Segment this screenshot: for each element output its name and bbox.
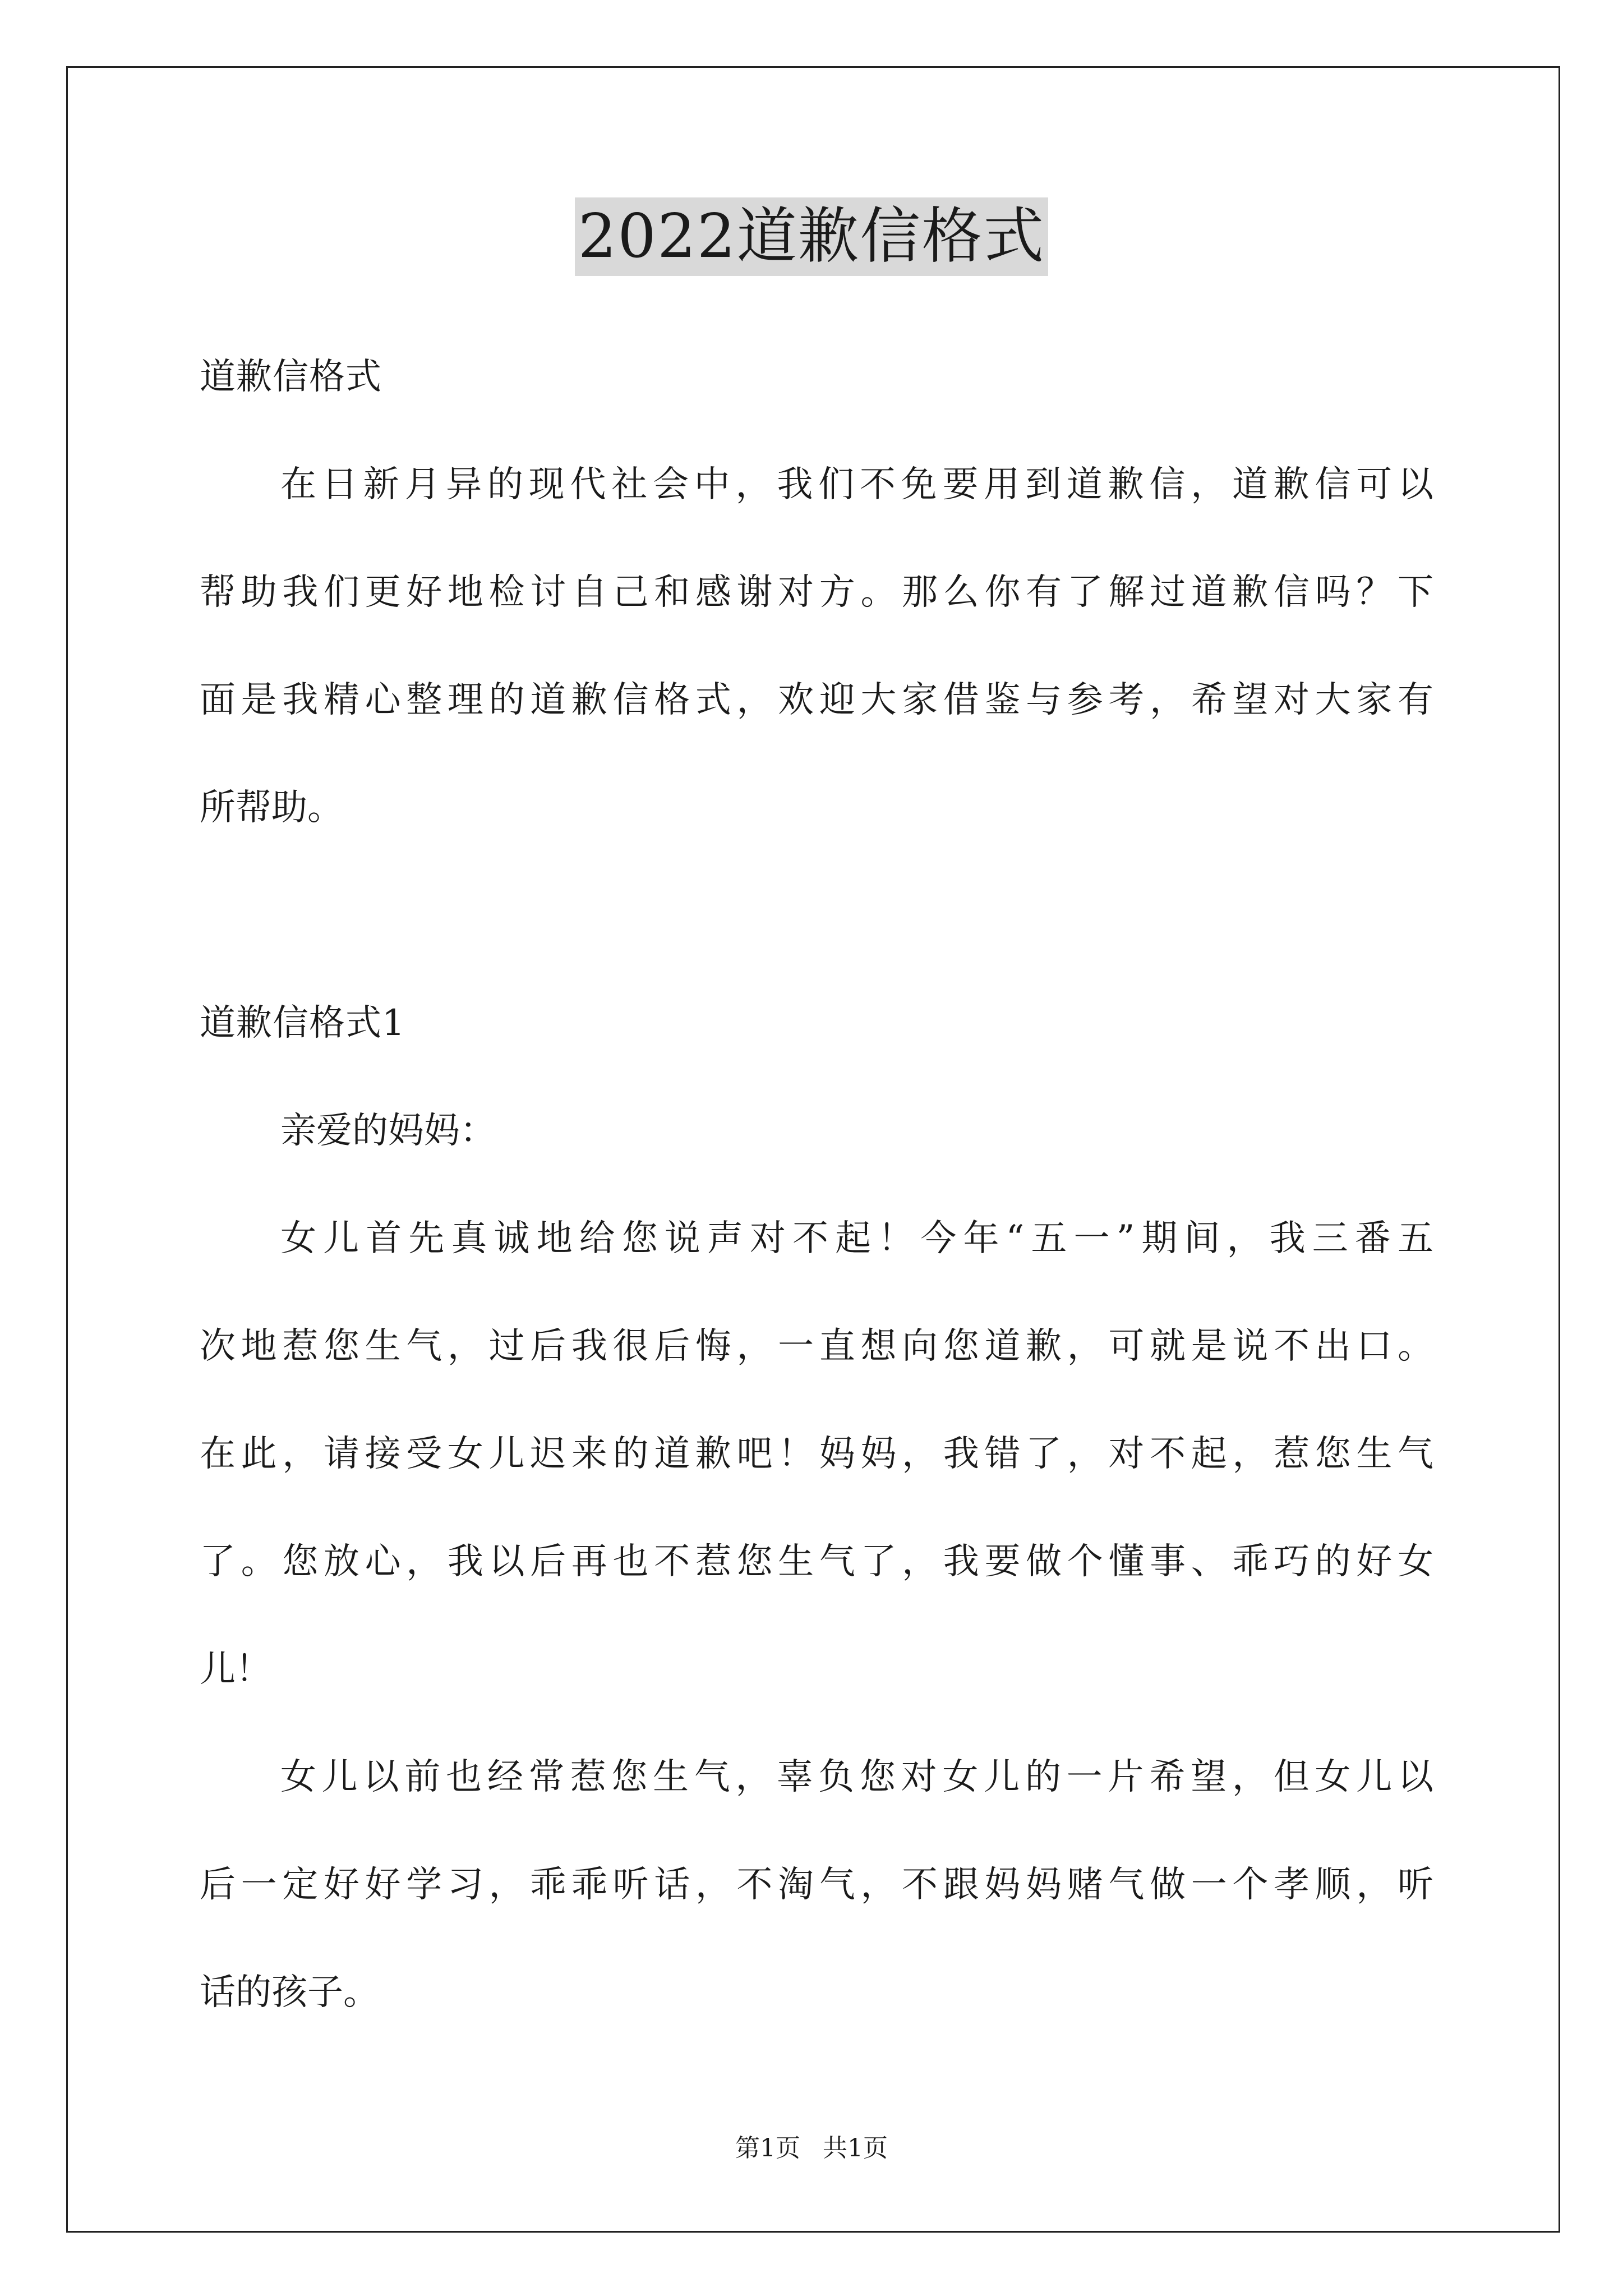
paragraph-line: 话的孩子。 [200,1972,379,2013]
letter-paragraph [200,1185,1433,1723]
salutation-text: 亲爱的妈妈： [280,1110,496,1152]
section-heading [200,323,1433,431]
section-heading [200,969,1433,1077]
paragraph-line: 了。您放心，我以后再也不惹您生气了，我要做个懂事、乖巧的好女 [200,1541,1433,1582]
title-container [0,197,1623,276]
paragraph-line: 面是我精心整理的道歉信格式，欢迎大家借鉴与参考，希望对大家有 [200,679,1433,721]
intro-paragraph [200,431,1433,862]
heading-text: 道歉信格式1 [200,1002,405,1044]
letter-salutation [200,1077,1433,1185]
page-footer [0,2132,1623,2165]
paragraph-line: 后一定好好学习，乖乖听话，不淘气，不跟妈妈赌气做一个孝顺，听 [200,1864,1433,1906]
paragraph-line: 儿！ [200,1649,271,1690]
paragraph-line: 女儿以前也经常惹您生气，辜负您对女儿的一片希望，但女儿以 [280,1756,1433,1798]
paragraph-line: 所帮助。 [200,787,343,829]
paragraph-line: 在日新月异的现代社会中，我们不免要用到道歉信，道歉信可以 [280,464,1433,505]
paragraph-line: 帮助我们更好地检讨自己和感谢对方。那么你有了解过道歉信吗？下 [200,572,1433,613]
letter-paragraph [200,1723,1433,2046]
paragraph-line: 女儿首先真诚地给您说声对不起！今年“五一”期间，我三番五 [280,1218,1433,1259]
page-total: 共1页 [823,2134,888,2162]
paragraph-line: 次地惹您生气，过后我很后悔，一直想向您道歉，可就是说不出口。 [200,1326,1433,1367]
page-number: 第1页 [735,2134,800,2162]
heading-text: 道歉信格式 [200,356,382,398]
document-title: 2022道歉信格式 [575,197,1049,276]
paragraph-line: 在此，请接受女儿迟来的道歉吧！妈妈，我错了，对不起，惹您生气 [200,1433,1433,1475]
